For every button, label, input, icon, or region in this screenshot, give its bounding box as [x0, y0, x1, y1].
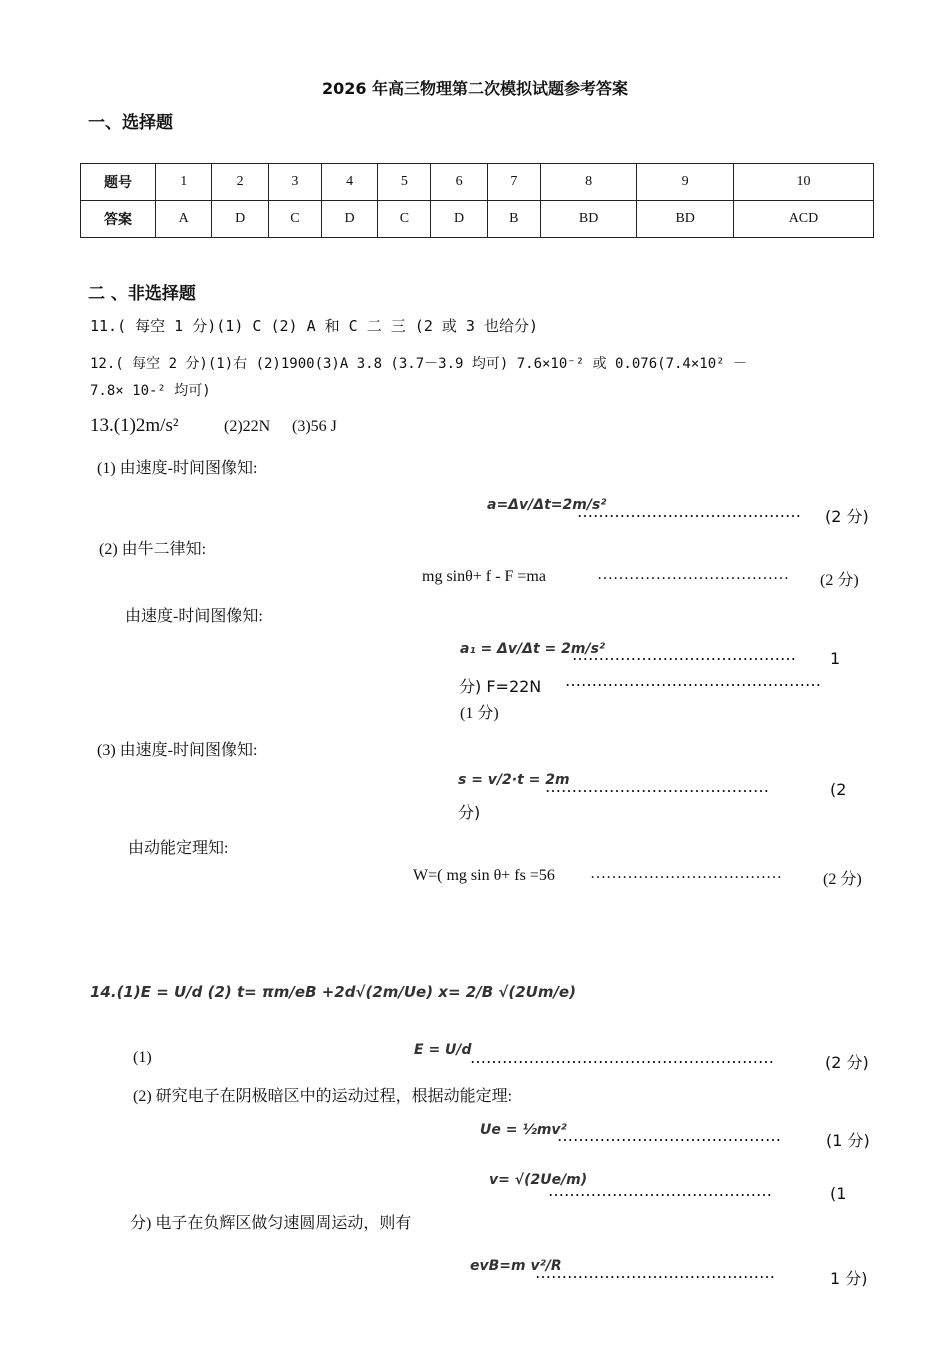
q13-p1-score: (2 分)	[825, 507, 869, 526]
q13-p1-label: (1) 由速度-时间图像知:	[97, 460, 258, 477]
table-cell: BD	[540, 201, 637, 238]
table-cell: C	[378, 201, 431, 238]
q13-heading-part2: (2)22N	[224, 418, 271, 435]
q13-p3-score2: 分)	[458, 803, 481, 822]
table-cell: D	[212, 201, 268, 238]
table-cell: BD	[637, 201, 734, 238]
q13-p3-score: (2	[830, 780, 847, 799]
q13-p2b-label: 由速度-时间图像知:	[125, 608, 263, 625]
q12-answer-line2: 7.8× 10-² 均可)	[90, 383, 211, 399]
q14-p1-score: (2 分)	[825, 1053, 869, 1072]
table-header-number: 题号	[81, 164, 156, 201]
q13-p2b-score2: (1 分)	[460, 705, 499, 722]
table-cell: ACD	[733, 201, 873, 238]
table-cell: D	[431, 201, 487, 238]
q14-p1-label: (1)	[133, 1049, 152, 1066]
q13-p2b-score: 1	[830, 649, 841, 668]
leader-dots: …………………………………………………	[470, 1048, 774, 1067]
q12-answer-line1: 12.( 每空 2 分)(1)右 (2)1900(3)A 3.8 (3.7－3.9 均可) 7.6×10⁻² 或 0.076(7.4×10² －	[90, 356, 748, 372]
table-row	[81, 164, 874, 201]
q14-p2b-formula: v= √(2Ue/m)	[489, 1172, 588, 1188]
table-cell: 5	[378, 164, 431, 201]
q13-heading: 13.(1)2m/s²	[90, 415, 179, 436]
q13-p2-formula: mg sinθ+ f - F =ma	[422, 568, 546, 585]
table-cell: 4	[321, 164, 377, 201]
q13-p2-label: (2) 由牛二律知:	[99, 541, 207, 558]
leader-dots: ………………………………………	[535, 1263, 775, 1282]
q14-heading: 14.(1)E = U/d (2) t= πm/eB +2d√(2m/Ue) x= 2/B √(2Um/e)	[90, 983, 576, 1001]
leader-dots: ……………………………………	[572, 645, 796, 664]
q14-p2-formula: Ue = ½mv²	[480, 1122, 567, 1138]
table-cell: 9	[637, 164, 734, 201]
q13-p3b-score: (2 分)	[823, 871, 862, 888]
table-row	[81, 201, 874, 238]
leader-dots: ……………………………………	[577, 502, 801, 521]
leader-dots: ………………………………	[590, 865, 782, 882]
q14-p2c-text: 分) 电子在负辉区做匀速圆周运动，则有	[130, 1215, 412, 1232]
q14-p1-formula: E = U/d	[414, 1042, 472, 1058]
table-cell: 8	[540, 164, 637, 201]
q13-p2-score: (2 分)	[820, 572, 859, 589]
table-cell: B	[487, 201, 540, 238]
q13-p1-formula: a=Δv/Δt=2m/s²	[487, 497, 607, 513]
q13-p3b-label: 由动能定理知:	[128, 840, 229, 857]
q14-p2-score: (1 分)	[826, 1131, 870, 1150]
leader-dots: ……………………………………	[548, 1181, 772, 1200]
table-header-answer: 答案	[81, 201, 156, 238]
q13-p3-label: (3) 由速度-时间图像知:	[97, 742, 258, 759]
leader-dots: …………………………………………	[565, 671, 821, 690]
table-cell: 3	[268, 164, 321, 201]
q13-p2b-result: 分) F=22N	[459, 677, 542, 696]
section-nonchoice-heading: 二 、非选择题	[88, 284, 196, 304]
section-choice-heading: 一、选择题	[88, 113, 173, 133]
answer-table	[80, 163, 874, 238]
leader-dots: ………………………………	[597, 566, 789, 583]
table-cell: 1	[156, 164, 212, 201]
leader-dots: ……………………………………	[545, 777, 769, 796]
table-cell: 7	[487, 164, 540, 201]
q14-p2-label: (2) 研究电子在阴极暗区中的运动过程，根据动能定理:	[133, 1088, 513, 1105]
q13-p3b-formula: W=( mg sin θ+ fs =56	[413, 867, 555, 884]
q13-p2b-formula: a₁ = Δv/Δt = 2m/s²	[460, 641, 606, 657]
table-cell: D	[321, 201, 377, 238]
leader-dots: ……………………………………	[557, 1126, 781, 1145]
q14-p2d-formula: evB=m v²/R	[470, 1258, 562, 1274]
q14-p2d-score: 1 分)	[830, 1269, 868, 1288]
q11-answer: 11.( 每空 1 分)(1) C (2) A 和 C 二 三 (2 或 3 也给分)	[90, 317, 539, 335]
table-cell: 6	[431, 164, 487, 201]
table-cell: C	[268, 201, 321, 238]
table-cell: A	[156, 201, 212, 238]
q14-p2b-score: (1	[830, 1184, 847, 1203]
page-title: 2026 年高三物理第二次模拟试题参考答案	[321, 79, 629, 98]
table-cell: 2	[212, 164, 268, 201]
q13-heading-part3: (3)56 J	[292, 418, 337, 435]
table-cell: 10	[733, 164, 873, 201]
q13-p3-formula: s = v/2·t = 2m	[458, 772, 570, 788]
